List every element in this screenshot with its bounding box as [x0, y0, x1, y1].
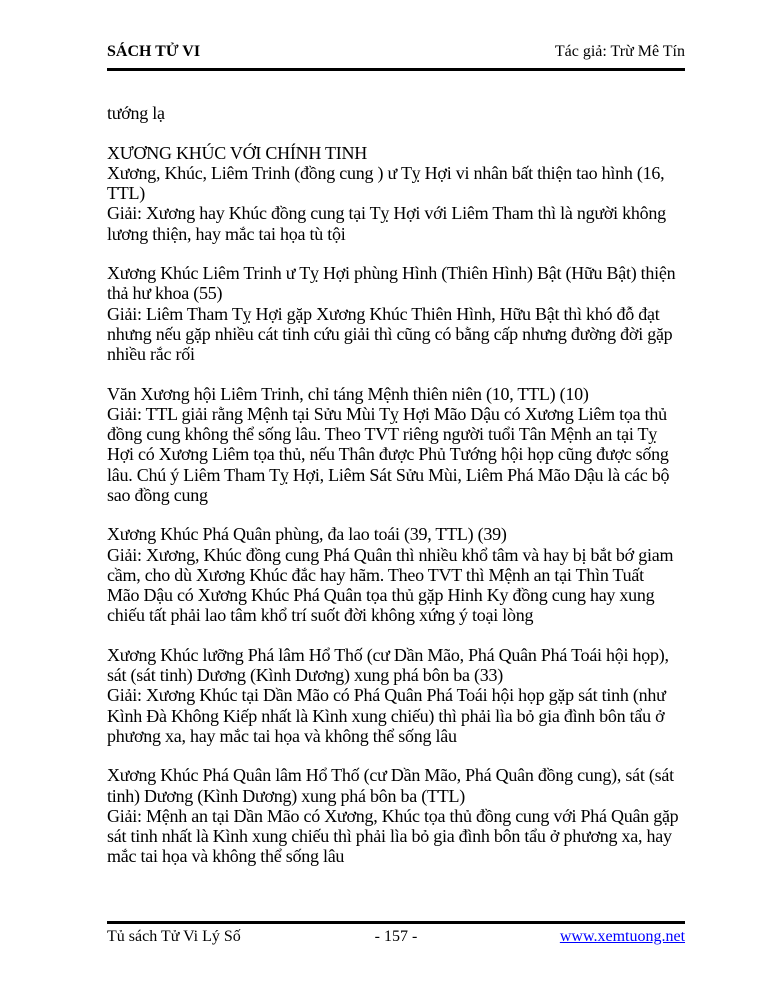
paragraph — [107, 263, 685, 364]
footer-rule — [107, 921, 685, 924]
text-line: sao đồng cung — [107, 484, 208, 505]
page-header — [107, 42, 685, 62]
paragraph — [107, 103, 685, 123]
text-line: Hợi có Xương Liêm tọa thủ, nếu Thân được Phủ Tướng hội họp cũng được sống — [107, 444, 669, 465]
text-line: Mão Dậu có Xương Khúc Phá Quân tọa thủ gặp Hinh Ky đồng cung hay xung — [107, 585, 655, 606]
book-title: SÁCH TỬ VI — [107, 43, 201, 60]
text-line: sát tinh nhất là Kình xung chiếu thì phải lìa bỏ gia đình bôn tẩu ở phương xa, hay — [107, 826, 672, 847]
text-line: Giải: Xương, Khúc đồng cung Phá Quân thì nhiều khổ tâm và hay bị bắt bớ giam — [107, 544, 674, 565]
text-line: Xương Khúc Phá Quân phùng, đa lao toái (39, TTL) (39) — [107, 524, 507, 545]
text-line: lương thiện, hay mắc tai họa tù tội — [107, 223, 346, 244]
footer-series-title: Tủ sách Tử Vi Lý Số — [107, 928, 241, 945]
text-line: lâu. Chú ý Liêm Tham Tỵ Hợi, Liêm Sát Sửu Mùi, Liêm Phá Mão Dậu là các bộ — [107, 464, 670, 485]
text-line: Xương Khúc Phá Quân lâm Hổ Thố (cư Dần Mão, Phá Quân đồng cung), sát (sát — [107, 765, 674, 786]
text-line: nhưng nếu gặp nhiều cát tinh cứu giải thì cũng có bằng cấp nhưng đường đời gặp — [107, 323, 673, 344]
text-line: XƯƠNG KHÚC VỚI CHÍNH TINH — [107, 142, 368, 163]
text-line: Văn Xương hội Liêm Trinh, chỉ táng Mệnh thiên niên (10, TTL) (10) — [107, 383, 589, 404]
text-line: tướng lạ — [107, 103, 165, 123]
text-line: phương xa, hay mắc tai họa và không thể sống lâu — [107, 725, 457, 746]
document-body — [107, 103, 685, 886]
text-line: chiếu tất phải lao tâm khổ trí suốt đời không xứng ý toại lòng — [107, 605, 534, 626]
text-line: Kình Đà Không Kiếp nhất là Kình xung chiếu) thì phải lìa bỏ gia đình bôn tẩu ở — [107, 705, 665, 726]
text-line: đồng cung không thể sống lâu. Theo TVT riêng người tuổi Tân Mệnh an tại Tỵ — [107, 424, 658, 445]
footer-website-link[interactable]: www.xemtuong.net — [559, 928, 686, 945]
paragraph — [107, 765, 685, 866]
text-line: cầm, cho dù Xương Khúc đắc hay hãm. Theo TVT thì Mệnh an tại Thìn Tuất — [107, 564, 644, 585]
text-line: mắc tai họa và không thể sống lâu — [107, 846, 345, 867]
footer-link-wrap — [492, 927, 685, 946]
text-line: nhiều rắc rối — [107, 344, 195, 365]
paragraph — [107, 384, 685, 505]
text-line: Giải: Liêm Tham Tỵ Hợi gặp Xương Khúc Thiên Hình, Hữu Bật thì khó đỗ đạt — [107, 303, 660, 324]
text-line: sát (sát tinh) Dương (Kình Dương) xung phá bôn ba (33) — [107, 665, 503, 686]
paragraph — [107, 143, 685, 244]
text-line: Giải: Xương Khúc tại Dần Mão có Phá Quân Phá Toái hội họp gặp sát tinh (như — [107, 685, 666, 706]
text-line: Giải: TTL giải rằng Mệnh tại Sửu Mùi Tỵ Hợi Mão Dậu có Xương Liêm tọa thủ — [107, 403, 667, 424]
text-line: Giải: Xương hay Khúc đồng cung tại Tỵ Hợi với Liêm Tham thì là người không — [107, 203, 666, 224]
text-line: Giải: Mệnh an tại Dần Mão có Xương, Khúc tọa thủ đồng cung với Phá Quân gặp — [107, 805, 679, 826]
text-line: Xương, Khúc, Liêm Trinh (đồng cung ) ư Tỵ Hợi vi nhân bất thiện tao hình (16, — [107, 162, 665, 183]
paragraph — [107, 524, 685, 625]
page-footer — [107, 927, 685, 946]
text-line: thả hư khoa (55) — [107, 283, 223, 304]
text-line: Xương Khúc Liêm Trinh ư Tỵ Hợi phùng Hình (Thiên Hình) Bật (Hữu Bật) thiện — [107, 263, 676, 284]
author-credit: Tác giả: Trừ Mê Tín — [554, 43, 685, 60]
header-rule — [107, 68, 685, 71]
paragraph — [107, 645, 685, 746]
text-line: TTL) — [107, 183, 145, 204]
text-line: tinh) Dương (Kình Dương) xung phá bôn ba (TTL) — [107, 785, 465, 806]
page-number: - 157 - — [374, 928, 418, 945]
text-line: Xương Khúc lưỡng Phá lâm Hổ Thố (cư Dần Mão, Phá Quân Phá Toái hội họp), — [107, 644, 669, 665]
